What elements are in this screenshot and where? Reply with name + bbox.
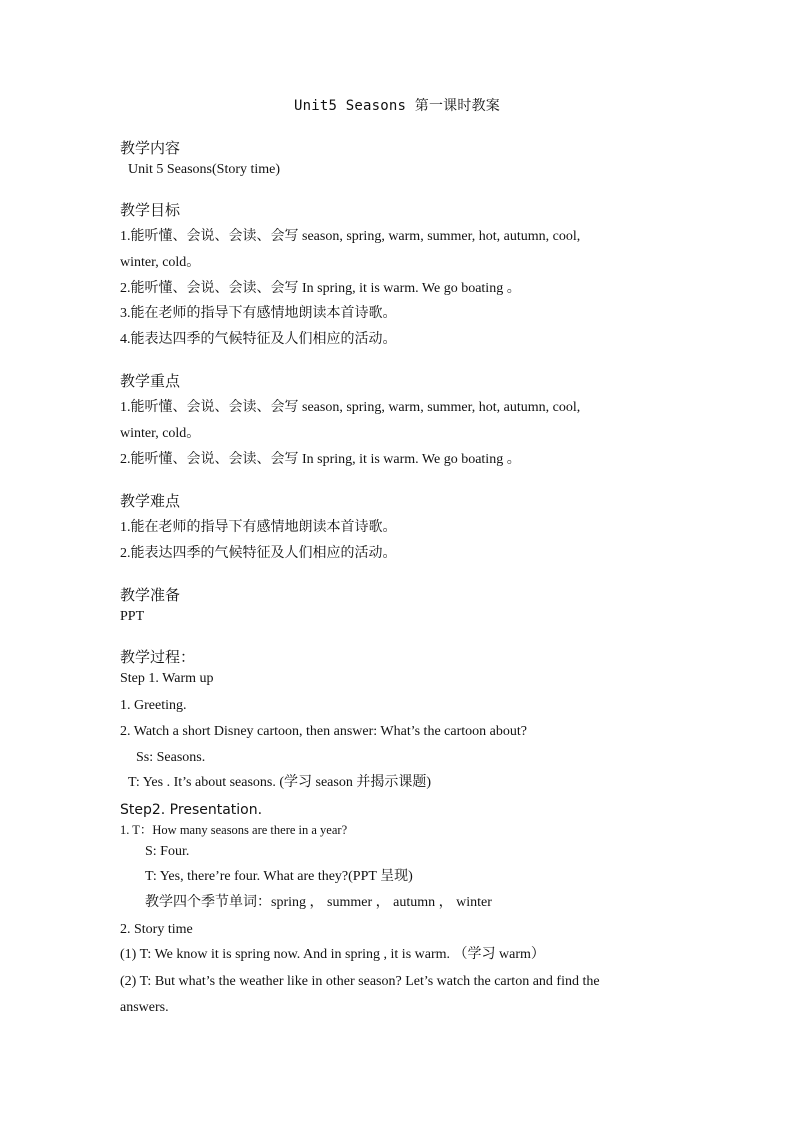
difficult-points-heading: 教学难点: [120, 492, 181, 510]
process-line: Ss: Seasons.: [136, 750, 206, 765]
goal-line: 3.能在老师的指导下有感情地朗读本首诗歌。: [120, 306, 397, 321]
process-line: T: Yes, there’re four. What are they?(PPT 呈现): [145, 869, 413, 884]
preparation-text: PPT: [120, 609, 145, 624]
process-line: (2) T: But what’s the weather like in other season? Let’s watch the carton and find the: [120, 974, 600, 989]
difficult-point-line: 2.能表达四季的气候特征及人们相应的活动。: [120, 546, 397, 561]
content-text: Unit 5 Seasons(Story time): [128, 162, 281, 177]
process-line: 教学四个季节单词：spring ， summer ， autumn ， winter: [145, 895, 492, 910]
key-point-line: 1.能听懂、会说、会读、会写 season, spring, warm, summer, hot, autumn, cool,: [120, 400, 581, 415]
process-line: 2. Story time: [120, 922, 193, 937]
key-points-heading: 教学重点: [120, 372, 181, 390]
process-line: 1. Greeting.: [120, 698, 187, 713]
preparation-heading: 教学准备: [120, 586, 181, 604]
goal-line: winter, cold。: [120, 255, 201, 270]
process-line: S: Four.: [145, 844, 190, 859]
process-step-heading: Step2. Presentation.: [120, 802, 263, 818]
goal-line: 4.能表达四季的气候特征及人们相应的活动。: [120, 332, 397, 347]
goal-line: 2.能听懂、会说、会读、会写 In spring, it is warm. We go boating 。: [120, 281, 521, 296]
process-step-heading: Step 1. Warm up: [120, 671, 214, 686]
goal-line: 1.能听懂、会说、会读、会写 season, spring, warm, summer, hot, autumn, cool,: [120, 229, 581, 244]
key-point-line: 2.能听懂、会说、会读、会写 In spring, it is warm. We go boating 。: [120, 452, 521, 467]
process-heading: 教学过程：: [120, 648, 196, 666]
process-line: 1. T：How many seasons are there in a year?: [120, 823, 348, 837]
document-title: Unit5 Seasons 第一课时教案: [293, 98, 500, 114]
difficult-point-line: 1.能在老师的指导下有感情地朗读本首诗歌。: [120, 520, 397, 535]
process-line: (1) T: We know it is spring now. And in spring , it is warm. （学习 warm）: [120, 947, 545, 962]
content-heading: 教学内容: [120, 139, 181, 157]
goals-heading: 教学目标: [120, 201, 181, 219]
key-point-line: winter, cold。: [120, 426, 201, 441]
process-line: T: Yes . It’s about seasons. (学习 season 并揭示课题): [128, 775, 432, 790]
process-line: answers.: [120, 1000, 169, 1015]
process-line: 2. Watch a short Disney cartoon, then answer: What’s the cartoon about?: [120, 724, 527, 739]
